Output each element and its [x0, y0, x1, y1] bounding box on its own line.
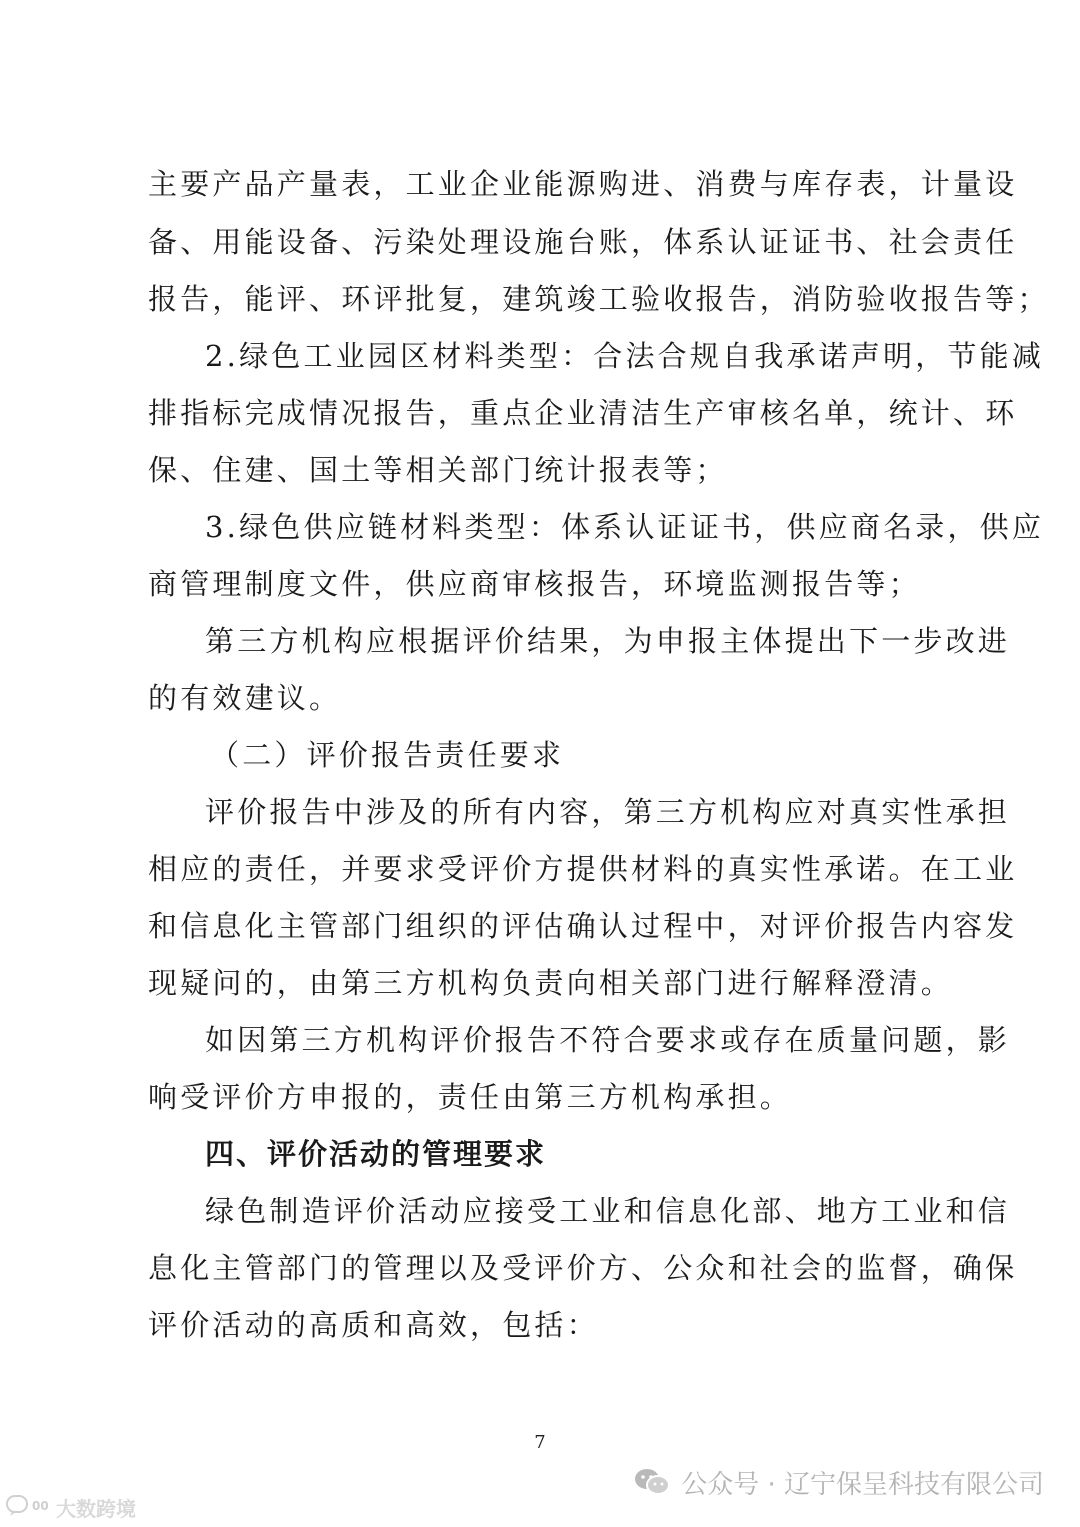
body-line: 绿色制造评价活动应接受工业和信息化部、地方工业和信 [205, 1194, 1011, 1228]
account-watermark [633, 1462, 1044, 1502]
body-line: 主要产品产量表，工业企业能源购进、消费与库存表，计量设 [148, 167, 1018, 201]
body-line: 评价活动的高质和高效，包括： [148, 1308, 599, 1342]
body-line: 报告，能评、环评批复，建筑竣工验收报告，消防验收报告等； [148, 282, 1050, 316]
page-number: 7 [534, 1432, 546, 1453]
section-heading: 四、评价活动的管理要求 [205, 1137, 547, 1171]
body-line: 评价报告中涉及的所有内容，第三方机构应对真实性承担 [205, 795, 1011, 829]
body-line: 和信息化主管部门组织的评估确认过程中，对评价报告内容发 [148, 909, 1018, 943]
body-line: 保、住建、国土等相关部门统计报表等； [148, 453, 728, 487]
body-line: 息化主管部门的管理以及受评价方、公众和社会的监督，确保 [148, 1251, 1018, 1285]
body-line: 2.绿色工业园区材料类型：合法合规自我承诺声明，节能减 [205, 339, 1045, 373]
body-line: 响受评价方申报的，责任由第三方机构承担。 [148, 1080, 793, 1114]
body-line: 商管理制度文件，供应商审核报告，环境监测报告等； [148, 567, 921, 601]
subsection-heading: （二）评价报告责任要求 [210, 738, 565, 772]
body-line: 现疑问的，由第三方机构负责向相关部门进行解释澄清。 [148, 966, 954, 1000]
site-watermark [6, 1493, 136, 1521]
account-name: 公众号 · 辽宁保呈科技有限公司 [681, 1469, 1044, 1500]
chat-bubble-icon [6, 1493, 52, 1522]
body-line: 备、用能设备、污染处理设施台账，体系认证证书、社会责任 [148, 225, 1018, 259]
body-line: 第三方机构应根据评价结果，为申报主体提出下一步改进 [205, 624, 1011, 658]
svg-text:00: 00 [32, 1498, 49, 1513]
body-line: 相应的责任，并要求受评价方提供材料的真实性承诺。在工业 [148, 852, 1018, 886]
body-line: 3.绿色供应链材料类型：体系认证证书，供应商名录，供应 [205, 510, 1045, 544]
body-line: 的有效建议。 [148, 681, 342, 715]
site-name: 大数跨境 [56, 1496, 136, 1521]
body-line: 排指标完成情况报告，重点企业清洁生产审核名单，统计、环 [148, 396, 1018, 430]
wechat-icon [633, 1466, 671, 1498]
body-line: 如因第三方机构评价报告不符合要求或存在质量问题，影 [205, 1023, 1011, 1057]
